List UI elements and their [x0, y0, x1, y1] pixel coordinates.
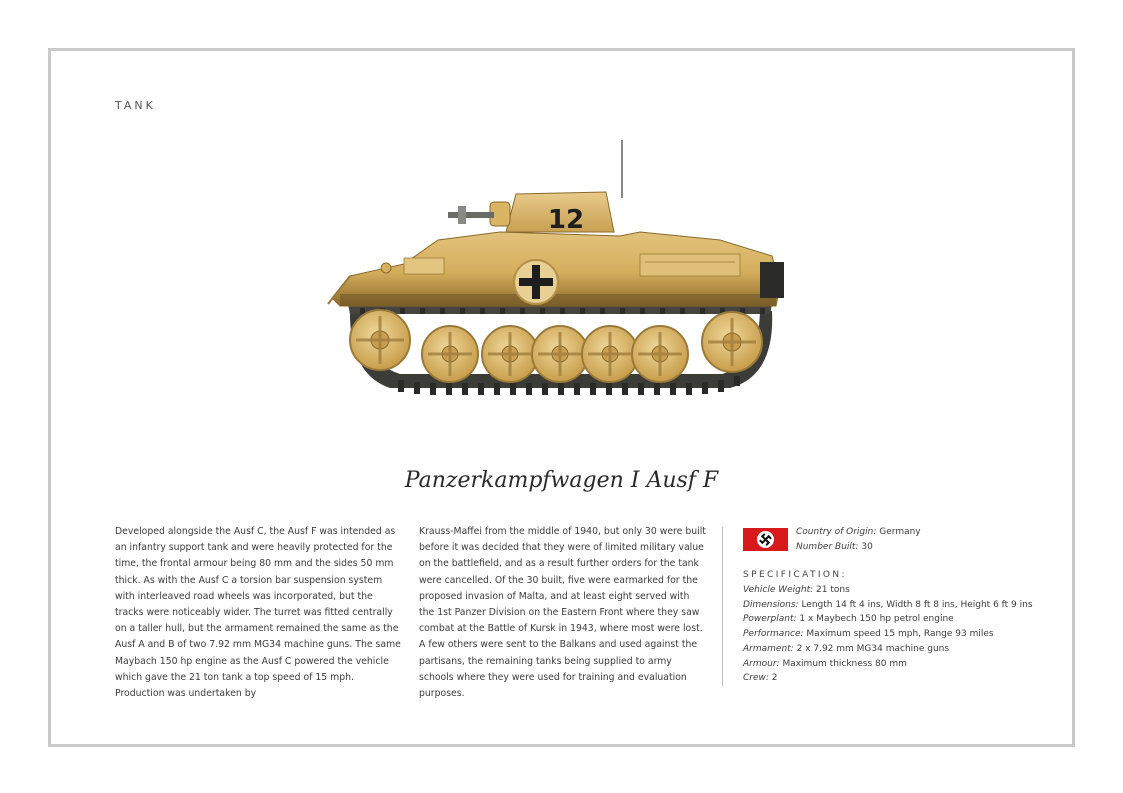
cross-insignia [514, 260, 558, 304]
spec-item [743, 612, 1033, 627]
spec-value: 21 tons [816, 585, 850, 595]
spec-item [743, 598, 1033, 613]
country-label: Country of Origin: [796, 527, 877, 537]
flag-icon [743, 528, 788, 551]
spec-label: Vehicle Weight: [743, 585, 814, 595]
spec-item [743, 657, 1033, 672]
column-divider [722, 527, 723, 686]
country-value: Germany [879, 527, 921, 537]
number-built [796, 540, 921, 555]
origin-info [796, 525, 921, 555]
description-column-1: Developed alongside the Ausf C, the Ausf F was intended as an infantry support tank and were heavily protected for the time, the frontal armour being 80 mm and the sides 50 mm thick. As with the Ausf C a torsion bar suspension system with interleaved road wheels was incorporated, but the tracks were noticeably wider. The turret was fitted centrally on a taller hull, but the armament remained the same as the Ausf A and B of two 7.92 mm MG34 machine guns. The same Maybach 150 hp engine as the Ausf C powered the vehicle which gave the 21 ton tank a top speed of 15 mph. Production was undertaken by [115, 526, 401, 700]
specification-list [743, 583, 1033, 686]
spec-item [743, 627, 1033, 642]
spec-value: Maximum thickness 80 mm [782, 658, 907, 669]
spec-value: Length 14 ft 4 ins, Width 8 ft 8 ins, Height 6 ft 9 ins [801, 599, 1033, 610]
spec-value: 2 [771, 673, 778, 684]
category-label: TANK [115, 99, 156, 112]
description-column-2: Krauss-Maffei from the middle of 1940, but only 30 were built before it was decided that they were of limited military value on the battlefield, and as a result further orders for the tank were cancelled. Of the 30 built, five were earmarked for the proposed invasion of Malta, and at least eight served with the 1st Panzer Division on the Eastern Front where they saw combat at the Battle of Kursk in 1943, where most were lost. A few others were sent to the Balkans and used against the partisans, the remaining tanks being supplied to army schools where they were used for training and evaluation purposes. [419, 526, 706, 700]
built-value: 30 [861, 542, 873, 552]
tank-illustration [320, 136, 800, 411]
spec-value: 2 x 7.92 mm MG34 machine guns [796, 643, 950, 654]
road-wheels [350, 310, 762, 382]
spec-label: Armour: [743, 658, 780, 669]
spec-item [743, 583, 1033, 598]
spec-item [743, 671, 1033, 686]
spec-label: Crew: [743, 673, 769, 684]
turret-number: 12 [547, 205, 585, 235]
built-label: Number Built: [796, 542, 859, 552]
spec-label: Armament: [743, 643, 794, 654]
vehicle-title: Panzerkampfwagen I Ausf F [404, 468, 719, 493]
spec-item [743, 642, 1033, 657]
specification-heading: SPECIFICATION: [743, 570, 847, 580]
spec-label: Dimensions: [743, 599, 799, 610]
spec-label: Powerplant: [743, 614, 797, 625]
spec-label: Performance: [743, 629, 804, 640]
spec-value: 1 x Maybech 150 hp petrol engine [799, 614, 954, 625]
spec-value: Maximum speed 15 mph, Range 93 miles [806, 629, 994, 640]
country-of-origin [796, 525, 921, 540]
